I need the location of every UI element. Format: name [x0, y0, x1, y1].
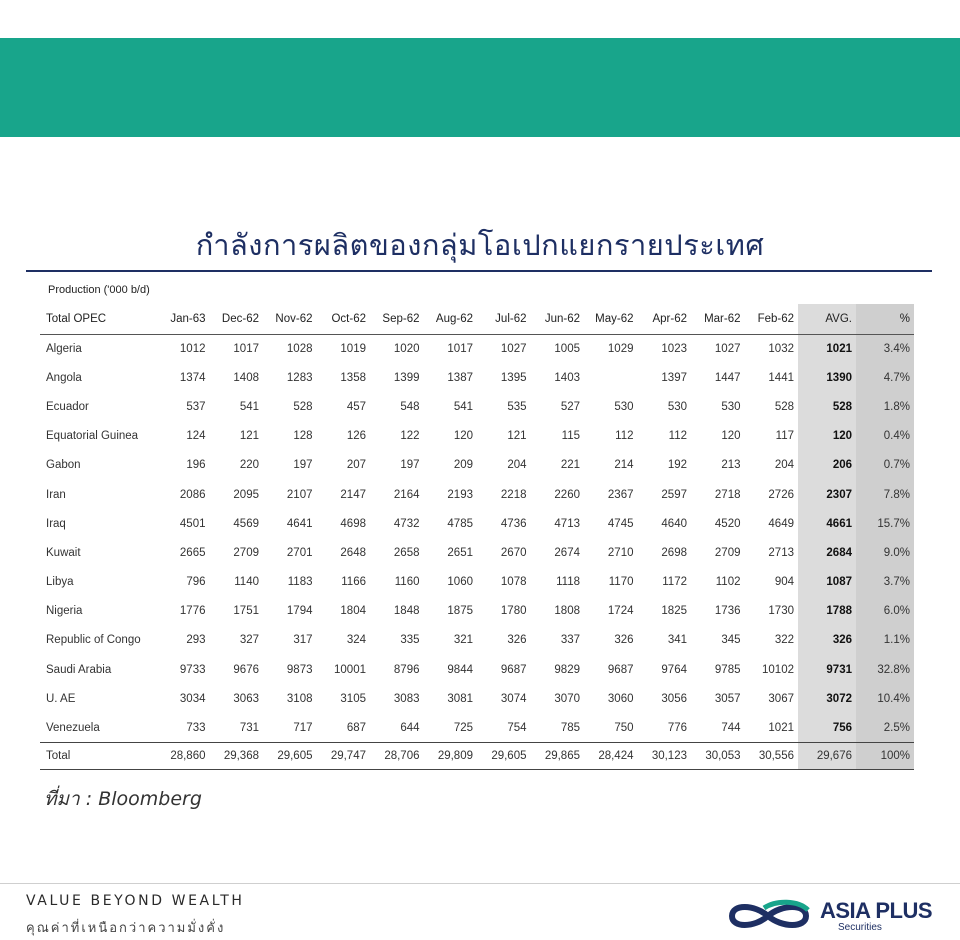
value-cell: 197 [293, 459, 313, 472]
value-cell: 1794 [286, 605, 313, 618]
value-cell: 750 [614, 721, 634, 734]
value-cell: 1724 [607, 605, 634, 618]
value-cell: 3074 [500, 692, 527, 705]
value-cell: 1808 [554, 605, 580, 618]
value-cell: 1776 [179, 605, 206, 618]
value-cell: 4736 [500, 517, 527, 530]
value-cell: 2597 [661, 488, 687, 501]
value-cell: 1395 [500, 371, 527, 384]
value-cell: 776 [667, 721, 687, 734]
infinity-swoosh-icon [724, 898, 814, 934]
value-cell: 904 [774, 576, 794, 589]
footer-slogan: VALUE BEYOND WEALTH [26, 893, 245, 909]
value-cell: 2260 [554, 488, 580, 501]
value-cell: 327 [239, 634, 259, 647]
average-cell: 1390 [798, 363, 856, 392]
table-row [40, 451, 914, 480]
value-cell: 121 [507, 430, 527, 443]
value-cell: 2718 [714, 488, 741, 501]
value-cell: 122 [400, 430, 420, 443]
value-cell: 457 [346, 400, 366, 413]
value-cell: 197 [400, 459, 420, 472]
value-cell: 644 [400, 721, 420, 734]
value-cell [584, 363, 638, 392]
value-cell: 29,809 [424, 743, 478, 770]
value-cell: 1441 [768, 371, 794, 384]
value-cell: 10001 [334, 663, 366, 676]
value-cell: 1012 [179, 342, 206, 355]
row-label-cell: Saudi Arabia [46, 663, 112, 676]
row-label-cell: Kuwait [46, 546, 81, 559]
share-cell: 2.5% [856, 713, 914, 742]
value-cell: 10102 [762, 663, 794, 676]
header-banner [0, 38, 960, 137]
table-row [40, 392, 914, 421]
page-title: กำลังการผลิตของกลุ่มโอเปกแยกรายประเทศ [195, 228, 765, 262]
value-cell: 687 [346, 721, 366, 734]
value-cell: 9764 [661, 663, 687, 676]
average-cell: 1021 [798, 334, 856, 363]
row-label-cell: Gabon [46, 459, 81, 472]
value-cell: 2726 [768, 488, 794, 501]
value-cell: 725 [453, 721, 473, 734]
unit-label: Production ('000 b/d) [48, 284, 150, 296]
value-cell: 1140 [234, 576, 259, 589]
table-row [40, 568, 914, 597]
title-divider [26, 270, 932, 272]
share-cell: 1.1% [856, 626, 914, 655]
share-cell: 4.7% [856, 363, 914, 392]
value-cell: 192 [667, 459, 687, 472]
row-label-cell: U. AE [46, 692, 76, 705]
value-cell: 29,368 [210, 743, 264, 770]
row-label-cell: Iran [46, 488, 66, 501]
value-cell: 9687 [500, 663, 527, 676]
value-cell: 2710 [607, 546, 634, 559]
value-cell: 30,053 [691, 743, 745, 770]
value-cell: 3057 [714, 692, 741, 705]
value-cell: 29,865 [531, 743, 585, 770]
value-cell: 1021 [768, 721, 794, 734]
value-cell: 754 [507, 721, 527, 734]
value-cell: 115 [561, 430, 580, 443]
header-cell-name: Total OPEC [40, 304, 156, 334]
table-row [40, 538, 914, 567]
value-cell: 1397 [661, 371, 687, 384]
value-cell: 1118 [556, 576, 580, 589]
value-cell: 2713 [768, 546, 794, 559]
value-cell: 1730 [768, 605, 794, 618]
value-cell: 4698 [340, 517, 366, 530]
header-cell: Feb-62 [745, 304, 799, 334]
value-cell: 2086 [179, 488, 206, 501]
table-row [40, 713, 914, 742]
value-cell: 1399 [393, 371, 420, 384]
average-cell: 756 [798, 713, 856, 742]
share-cell: 32.8% [856, 655, 914, 684]
value-cell: 1183 [287, 576, 313, 589]
source-note: ที่มา : Bloomberg [44, 788, 202, 810]
average-cell: 120 [798, 422, 856, 451]
value-cell: 335 [400, 634, 420, 647]
value-cell: 213 [721, 459, 741, 472]
value-cell: 9873 [286, 663, 313, 676]
average-cell: 3072 [798, 684, 856, 713]
value-cell: 1032 [768, 342, 794, 355]
table-header [40, 304, 914, 334]
value-cell: 3105 [340, 692, 366, 705]
row-label-cell: Venezuela [46, 721, 100, 734]
header-cell: May-62 [584, 304, 638, 334]
value-cell: 731 [239, 721, 259, 734]
value-cell: 744 [721, 721, 741, 734]
average-cell: 326 [798, 626, 856, 655]
value-cell: 1408 [233, 371, 259, 384]
value-cell: 1102 [715, 576, 741, 589]
header-cell: Jun-62 [531, 304, 585, 334]
value-cell: 528 [293, 400, 313, 413]
value-cell: 548 [400, 400, 420, 413]
value-cell: 4640 [661, 517, 687, 530]
value-cell: 121 [239, 430, 259, 443]
value-cell: 1447 [714, 371, 741, 384]
row-label-cell: Republic of Congo [46, 634, 141, 647]
value-cell: 1027 [500, 342, 527, 355]
value-cell: 221 [560, 459, 580, 472]
value-cell: 3083 [393, 692, 420, 705]
header-cell: Nov-62 [263, 304, 317, 334]
average-cell: 206 [798, 451, 856, 480]
value-cell: 1736 [714, 605, 741, 618]
value-cell: 2107 [286, 488, 313, 501]
value-cell: 1019 [340, 342, 366, 355]
value-cell: 541 [453, 400, 473, 413]
header-cell: % [856, 304, 914, 334]
value-cell: 317 [293, 634, 313, 647]
value-cell: 196 [186, 459, 206, 472]
table-row [40, 684, 914, 713]
value-cell: 2367 [607, 488, 634, 501]
value-cell: 1170 [608, 576, 634, 589]
row-label-cell: Nigeria [46, 605, 83, 618]
average-cell: 29,676 [798, 743, 856, 770]
production-table-container [40, 304, 914, 770]
share-cell: 3.7% [856, 568, 914, 597]
value-cell: 128 [293, 430, 313, 443]
row-label-cell: Iraq [46, 517, 66, 530]
value-cell: 126 [346, 430, 366, 443]
value-cell: 2164 [393, 488, 420, 501]
value-cell: 2218 [500, 488, 527, 501]
header-cell: Mar-62 [691, 304, 745, 334]
value-cell: 326 [614, 634, 634, 647]
value-cell: 1078 [500, 576, 527, 589]
value-cell: 4785 [447, 517, 473, 530]
row-label-cell: Libya [46, 576, 74, 589]
value-cell: 537 [186, 400, 206, 413]
value-cell: 733 [186, 721, 206, 734]
row-label-cell: Ecuador [46, 400, 89, 413]
value-cell: 1848 [393, 605, 420, 618]
value-cell: 2095 [233, 488, 259, 501]
value-cell: 2193 [447, 488, 473, 501]
value-cell: 1160 [394, 576, 420, 589]
value-cell: 1387 [447, 371, 473, 384]
value-cell: 4501 [179, 517, 206, 530]
average-cell: 9731 [798, 655, 856, 684]
average-cell: 528 [798, 392, 856, 421]
value-cell: 1023 [661, 342, 687, 355]
value-cell: 29,747 [317, 743, 371, 770]
row-label-cell: Angola [46, 371, 82, 384]
logo-subtitle: Securities [838, 922, 882, 933]
value-cell: 530 [614, 400, 634, 413]
value-cell: 785 [560, 721, 580, 734]
value-cell: 527 [560, 400, 580, 413]
value-cell: 1172 [662, 576, 687, 589]
value-cell: 120 [453, 430, 473, 443]
value-cell: 541 [239, 400, 259, 413]
value-cell: 2670 [500, 546, 527, 559]
share-cell: 9.0% [856, 538, 914, 567]
total-row [40, 743, 914, 770]
header-cell: Sep-62 [370, 304, 424, 334]
value-cell: 1166 [341, 576, 366, 589]
value-cell: 1283 [286, 371, 313, 384]
value-cell: 120 [721, 430, 741, 443]
average-cell: 1087 [798, 568, 856, 597]
value-cell: 321 [453, 634, 473, 647]
header-cell: Dec-62 [210, 304, 264, 334]
value-cell: 1358 [340, 371, 366, 384]
value-cell: 2674 [554, 546, 580, 559]
value-cell: 4520 [714, 517, 741, 530]
header-cell: Oct-62 [317, 304, 371, 334]
value-cell: 2701 [286, 546, 313, 559]
table-row [40, 480, 914, 509]
value-cell: 1027 [714, 342, 741, 355]
value-cell: 293 [186, 634, 206, 647]
share-cell: 6.0% [856, 597, 914, 626]
value-cell: 9844 [447, 663, 473, 676]
share-cell: 100% [856, 743, 914, 770]
value-cell: 2709 [233, 546, 259, 559]
value-cell: 4569 [233, 517, 259, 530]
value-cell: 796 [186, 576, 206, 589]
value-cell: 3056 [661, 692, 687, 705]
value-cell: 30,123 [638, 743, 692, 770]
share-cell: 3.4% [856, 334, 914, 363]
value-cell: 2709 [714, 546, 741, 559]
value-cell: 530 [721, 400, 741, 413]
average-cell: 1788 [798, 597, 856, 626]
value-cell: 204 [507, 459, 527, 472]
value-cell: 3060 [607, 692, 634, 705]
production-table [40, 304, 914, 770]
footer-divider [0, 883, 960, 884]
share-cell: 1.8% [856, 392, 914, 421]
value-cell: 1780 [500, 605, 527, 618]
value-cell: 1017 [233, 342, 259, 355]
value-cell: 1875 [447, 605, 473, 618]
value-cell: 530 [667, 400, 687, 413]
value-cell: 2648 [340, 546, 366, 559]
header-cell: AVG. [798, 304, 856, 334]
value-cell: 204 [774, 459, 794, 472]
header-cell: Jan-63 [156, 304, 210, 334]
average-cell: 2307 [798, 480, 856, 509]
value-cell: 209 [453, 459, 473, 472]
value-cell: 528 [774, 400, 794, 413]
value-cell: 29,605 [477, 743, 531, 770]
value-cell: 1374 [179, 371, 206, 384]
row-label-cell: Algeria [46, 342, 82, 355]
value-cell: 1028 [286, 342, 313, 355]
value-cell: 9733 [179, 663, 206, 676]
share-cell: 10.4% [856, 684, 914, 713]
value-cell: 1403 [554, 371, 580, 384]
value-cell: 4745 [607, 517, 634, 530]
logo-name: ASIA PLUS [820, 898, 933, 923]
value-cell: 1804 [340, 605, 366, 618]
value-cell: 112 [615, 430, 634, 443]
header-cell: Apr-62 [638, 304, 692, 334]
value-cell: 535 [507, 400, 527, 413]
value-cell: 9829 [554, 663, 580, 676]
share-cell: 0.7% [856, 451, 914, 480]
value-cell: 1060 [447, 576, 473, 589]
value-cell: 220 [239, 459, 259, 472]
value-cell: 4732 [393, 517, 420, 530]
value-cell: 2651 [447, 546, 473, 559]
table-row [40, 334, 914, 363]
value-cell: 9676 [233, 663, 259, 676]
value-cell: 1017 [447, 342, 473, 355]
header-cell: Jul-62 [477, 304, 531, 334]
value-cell: 28,706 [370, 743, 424, 770]
value-cell: 9687 [607, 663, 634, 676]
header-cell: Aug-62 [424, 304, 478, 334]
value-cell: 1029 [607, 342, 634, 355]
table-row [40, 363, 914, 392]
table-row [40, 597, 914, 626]
average-cell: 4661 [798, 509, 856, 538]
share-cell: 7.8% [856, 480, 914, 509]
value-cell: 2658 [393, 546, 420, 559]
value-cell: 112 [668, 430, 687, 443]
value-cell: 1020 [393, 342, 420, 355]
row-label-cell: Equatorial Guinea [46, 430, 139, 443]
row-label-cell: Total [40, 743, 156, 770]
value-cell: 326 [507, 634, 527, 647]
table-body [40, 334, 914, 770]
value-cell: 117 [775, 430, 794, 443]
value-cell: 4713 [554, 517, 580, 530]
value-cell: 2665 [179, 546, 206, 559]
value-cell: 345 [721, 634, 741, 647]
table-row [40, 422, 914, 451]
footer-slogan-thai: คุณค่าที่เหนือกว่าความมั่งคั่ง [26, 921, 226, 936]
value-cell: 1005 [554, 342, 580, 355]
value-cell: 717 [293, 721, 313, 734]
header-row [40, 304, 914, 334]
value-cell: 337 [560, 634, 580, 647]
value-cell: 124 [186, 430, 206, 443]
value-cell: 3070 [554, 692, 580, 705]
value-cell: 341 [667, 634, 687, 647]
value-cell: 3081 [447, 692, 473, 705]
value-cell: 2147 [340, 488, 366, 501]
share-cell: 15.7% [856, 509, 914, 538]
value-cell: 3108 [286, 692, 313, 705]
value-cell: 29,605 [263, 743, 317, 770]
company-logo [724, 896, 946, 936]
table-row [40, 509, 914, 538]
value-cell: 3063 [233, 692, 259, 705]
value-cell: 8796 [393, 663, 420, 676]
value-cell: 207 [346, 459, 366, 472]
value-cell: 322 [774, 634, 794, 647]
value-cell: 3034 [179, 692, 206, 705]
value-cell: 30,556 [745, 743, 799, 770]
value-cell: 28,860 [156, 743, 210, 770]
table-row [40, 626, 914, 655]
table-row [40, 655, 914, 684]
average-cell: 2684 [798, 538, 856, 567]
value-cell: 324 [346, 634, 366, 647]
value-cell: 9785 [714, 663, 741, 676]
value-cell: 3067 [768, 692, 794, 705]
value-cell: 214 [614, 459, 634, 472]
value-cell: 4641 [286, 517, 313, 530]
value-cell: 2698 [661, 546, 687, 559]
value-cell: 28,424 [584, 743, 638, 770]
value-cell: 1825 [661, 605, 687, 618]
share-cell: 0.4% [856, 422, 914, 451]
value-cell: 1751 [233, 605, 259, 618]
value-cell: 4649 [768, 517, 794, 530]
